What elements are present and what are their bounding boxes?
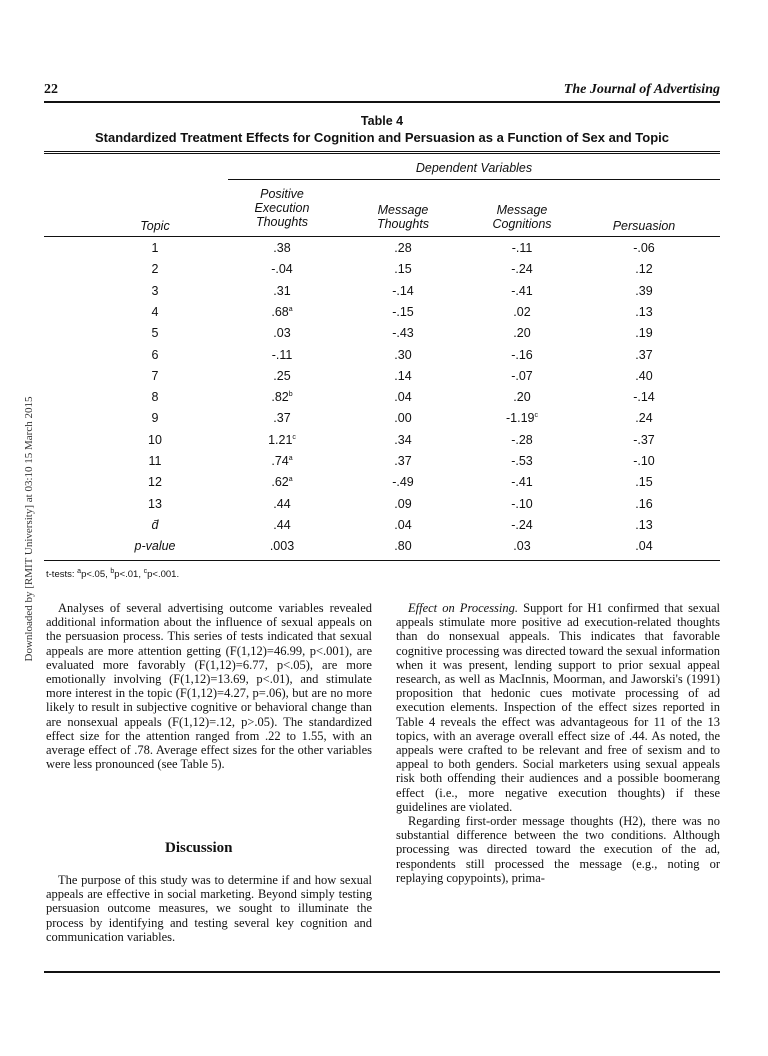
table-cell-mt: .14 (394, 368, 412, 383)
table-cell-topic: 1 (151, 241, 159, 255)
table-cell-mt: .80 (394, 539, 412, 554)
table-cell-pet: .44 (273, 517, 291, 532)
table-title: Standardized Treatment Effects for Cognition and Persuasion as a Function of Sex and Topic (94, 130, 669, 145)
table-cell-topic: 6 (151, 347, 159, 362)
table-cell-pet: .03 (273, 326, 291, 341)
table-cell-pers: .12 (635, 262, 653, 277)
table-cell-topic: 3 (151, 283, 159, 298)
left-column-lower (46, 873, 372, 944)
table-cell-pers: .04 (635, 539, 653, 554)
table-cell-pers: -.06 (633, 241, 655, 255)
table-cell-pet: -.11 (271, 347, 293, 362)
table-cell-pet: .68$^a$ (271, 304, 293, 319)
table-cell-pet: .74$^a$ (271, 454, 293, 468)
table-cell-pers: .40 (635, 368, 653, 383)
table-cell-mt: -.49 (392, 475, 414, 490)
section-heading-discussion: Discussion (165, 840, 233, 856)
table-cell-mt: .09 (394, 496, 412, 511)
table-cell-mc: -.24 (511, 262, 533, 277)
table-cell-pet: .25 (273, 368, 291, 383)
col-header-message-cognitions (472, 203, 572, 231)
table-cell-pet: .62$^a$ (271, 475, 293, 490)
table-cell-pers: .13 (635, 517, 653, 532)
body-paragraph: Effect on Processing. Support for H1 confirmed that sexual appeals stimulate more positive ad execution-related thoughts than do nonsexual appeals. This indicates that favorable cognitive processing was directed toward the sexual information when it was present, lending support to prior sexual appeal research, as well as MacInnis, Moorman, and Jaworski's (1991) proposition that hedonic cues motivate processing of ad execution elements. Inspection of the effect sizes reported in Table 4 reveals the effect was advantageous for 11 of the 13 topics, with an average overall effect size of .44. As noted, the appeals were crafted to be relevant and free of sexism and to appeal to both genders. Social marketers using sexual appeals risk both offending their audiences and a possible boomerang effect (i.e., more negative execution thoughts) if these guidelines are violated. (396, 601, 720, 814)
table-cell-pers: .16 (635, 496, 653, 511)
table-cell-topic: 11 (148, 454, 162, 468)
table-cell-mc: -.10 (511, 496, 533, 511)
table-cell-mt: .37 (394, 454, 412, 468)
col-header-persuasion: Persuasion (612, 219, 676, 233)
table-cell-mc: .02 (513, 304, 531, 319)
table-cell-pet: .82$^b$ (271, 390, 293, 405)
table-cell-pet: .38 (273, 241, 291, 255)
group-header-rule (228, 179, 720, 180)
table-cell-mt: .34 (394, 432, 412, 447)
table-cell-pet: .37 (273, 411, 291, 426)
col-header-line: Execution (254, 201, 310, 215)
table-cell-mc: -.53 (511, 454, 533, 468)
dependent-variables-header: Dependent Variables (415, 161, 533, 175)
col-header-line: Cognitions (492, 217, 552, 231)
table-footnote: t-tests: $^a$p<.05, $^b$p<.01, $^c$p<.001. (46, 567, 180, 580)
table-cell-pers: -.14 (633, 390, 655, 405)
download-watermark: Downloaded by [RMIT University] at 03:10 15 March 2015 (23, 396, 35, 662)
table-cell-pet: 1.21$^c$ (268, 432, 296, 447)
col-header-positive-execution-thoughts (232, 187, 332, 229)
column-header-rule (44, 236, 720, 237)
table-cell-topic: p-value (134, 539, 176, 554)
table-cell-topic: 7 (151, 368, 159, 383)
table-cell-topic: 13 (148, 496, 162, 511)
body-paragraph: Regarding first-order message thoughts (H2), there was no substantial difference between the two conditions. Although processing was directed toward the execution of the ad, respondents still processed the message (e.g., noting or replaying copypoints), prima- (396, 814, 720, 885)
table-cell-pers: .37 (635, 347, 653, 362)
table-cell-mc: -.07 (511, 368, 533, 383)
table-cell-mt: .15 (394, 262, 412, 277)
table-cell-pet: -.04 (271, 262, 293, 277)
table-cell-mc: .03 (513, 539, 531, 554)
table-cell-mc: -.41 (511, 283, 533, 298)
col-header-line: Positive (260, 187, 304, 201)
table-cell-pers: .24 (635, 411, 653, 426)
table-cell-mt: .28 (394, 241, 412, 255)
table-cell-mc: -.41 (511, 475, 533, 490)
table-cell-topic: 9 (151, 411, 159, 426)
table-cell-mt: .00 (394, 411, 412, 426)
table-cell-mc: .20 (513, 326, 531, 341)
table-cell-pers: -.10 (633, 454, 655, 468)
table-cell-mc: -.16 (511, 347, 533, 362)
table-cell-mt: -.14 (392, 283, 414, 298)
table-cell-pers: .19 (635, 326, 653, 341)
table-cell-topic: 10 (148, 432, 162, 447)
journal-title: The Journal of Advertising (563, 82, 720, 97)
bottom-rule (44, 971, 720, 973)
left-column (46, 601, 372, 771)
table-cell-mc: -1.19$^c$ (506, 411, 538, 426)
table-cell-pet: .31 (273, 283, 291, 298)
table-top-rule (44, 151, 720, 154)
page-header (44, 82, 720, 100)
table-cell-topic: 2 (151, 262, 159, 277)
table-cell-mc: -.11 (511, 241, 533, 255)
table-cell-mc: -.28 (511, 432, 533, 447)
body-paragraph: The purpose of this study was to determine if and how sexual appeals are effective in social marketing. Beyond simply testing persuasion outcome measures, we sought to illuminate the process by identifying and testing several key cognition and communication variables. (46, 873, 372, 944)
page-number: 22 (44, 82, 58, 97)
table-cell-pers: .39 (635, 283, 653, 298)
col-header-line: Message (496, 203, 548, 217)
table-cell-mc: -.24 (511, 517, 533, 532)
table-cell-topic: 12 (148, 475, 162, 490)
col-header-topic: Topic (140, 219, 170, 233)
header-rule (44, 101, 720, 103)
table-cell-mt: .04 (394, 517, 412, 532)
body-paragraph: Analyses of several advertising outcome variables revealed additional information about the influence of sexual appeals on the persuasion process. This series of tests indicated that sexual appeals are more attention getting (F(1,12)=46.99, p<.001), are evaluated more favorably (F(1,12)=6.77, p<.05), are more emotionally involving (F(1,12)=13.69, p<.01), and stimulate more interest in the topic (F(1,12)=4.27, p=.06), but are no more likely to result in subjective cognitive or behavioral change than are nonsexual appeals (F(1,12)=.12, p>.05). The standardized effect size for the attention ranged from .22 to 1.55, with an average effect of .78. Average effect sizes for the other variables were less pronounced (see Table 5). (46, 601, 372, 772)
col-header-line: Message (377, 203, 429, 217)
table-cell-pers: .15 (635, 475, 653, 490)
table-cell-pet: .003 (269, 539, 295, 554)
table-cell-topic: 5 (151, 326, 159, 341)
table-cell-mt: -.43 (392, 326, 414, 341)
table-bottom-rule (44, 560, 720, 561)
table-cell-topic: 8 (151, 390, 159, 405)
table-cell-mt: -.15 (392, 304, 414, 319)
table-cell-pet: .44 (273, 496, 291, 511)
col-header-line: Thoughts (255, 215, 309, 229)
table-cell-pers: -.37 (633, 432, 655, 447)
table-cell-mt: .30 (394, 347, 412, 362)
table-cell-topic: 4 (151, 304, 159, 319)
table-cell-mt: .04 (394, 390, 412, 405)
run-in-heading: Effect on Processing. (408, 601, 519, 615)
table-cell-pers: .13 (635, 304, 653, 319)
table-label: Table 4 (360, 114, 404, 128)
col-header-line: Thoughts (376, 217, 430, 231)
right-column (396, 601, 720, 885)
table-cell-mc: .20 (513, 390, 531, 405)
table-cell-topic: d̄ (151, 517, 159, 532)
col-header-message-thoughts (353, 203, 453, 231)
